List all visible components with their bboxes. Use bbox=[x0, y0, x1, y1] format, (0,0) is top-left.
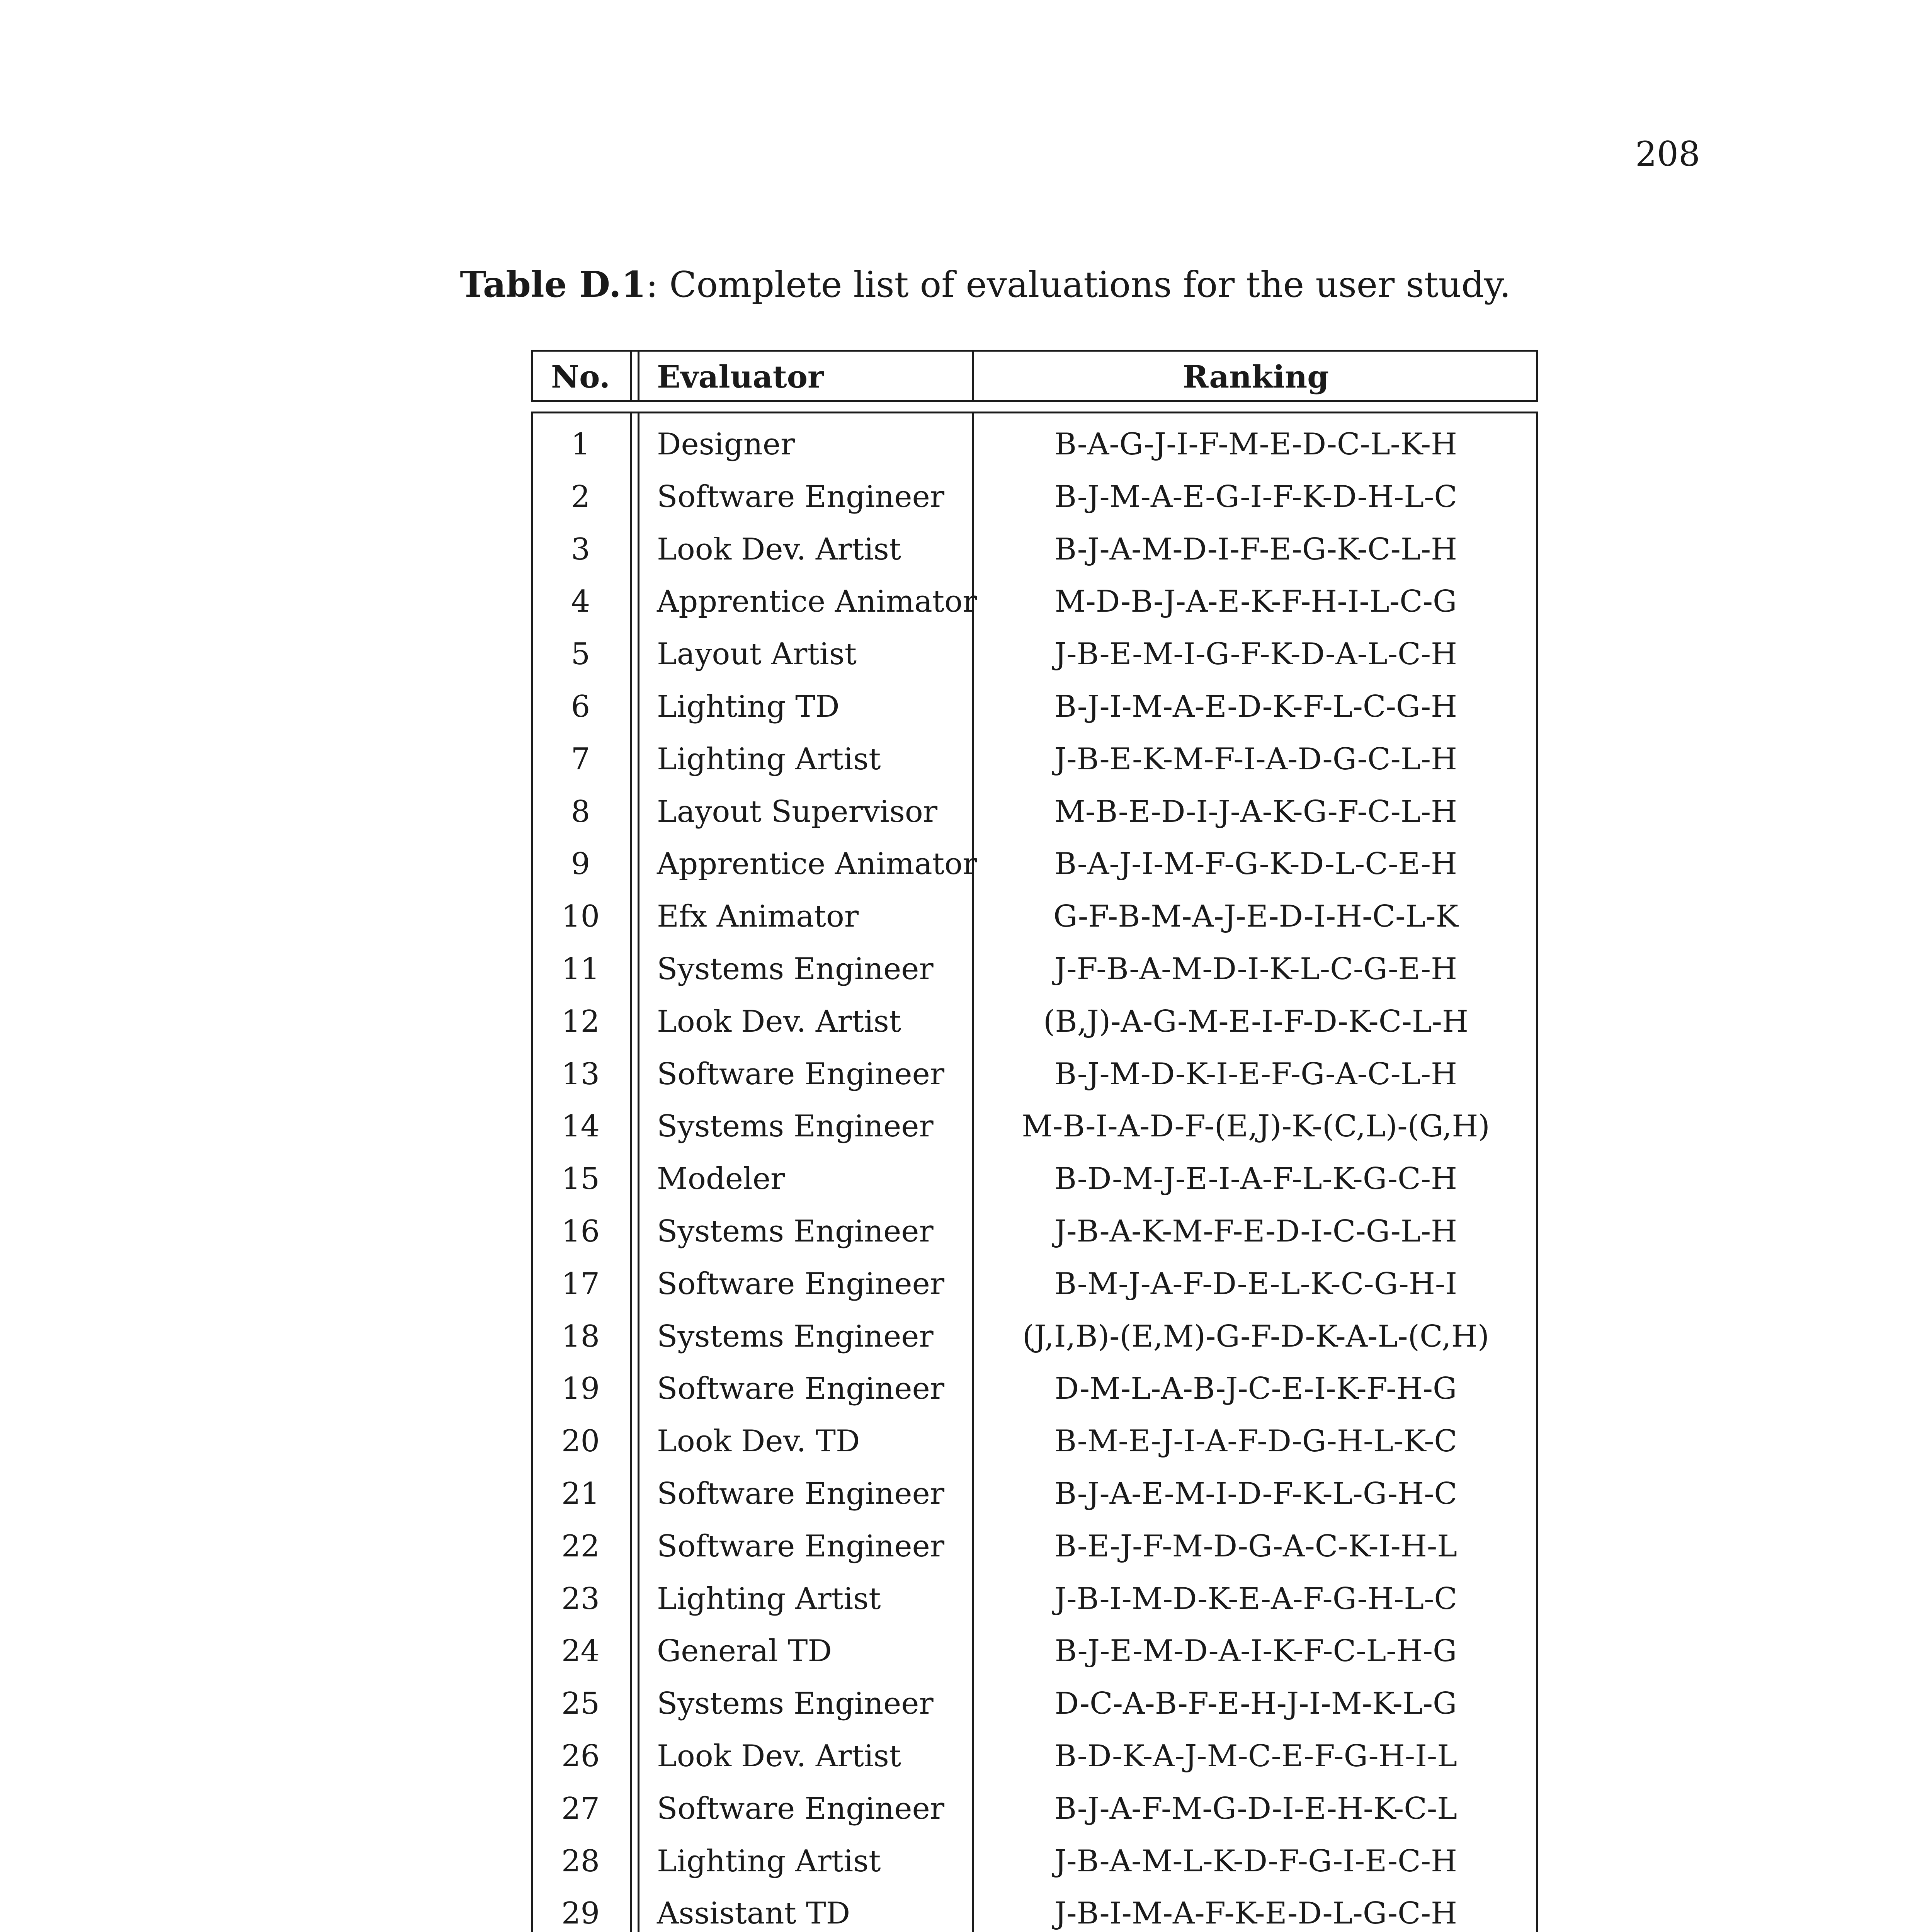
row-number: 7 bbox=[571, 742, 590, 777]
table-row bbox=[531, 1520, 1538, 1573]
row-ranking: D-M-L-A-B-J-C-E-I-K-F-H-G bbox=[1054, 1371, 1457, 1406]
row-number: 17 bbox=[561, 1266, 600, 1301]
row-evaluator: Software Engineer bbox=[657, 479, 945, 514]
row-ranking: B-E-J-F-M-D-G-A-C-K-I-H-L bbox=[1054, 1529, 1458, 1564]
row-ranking: B-A-J-I-M-F-G-K-D-L-C-E-H bbox=[1054, 847, 1458, 882]
row-ranking: B-A-G-J-I-F-M-E-D-C-L-K-H bbox=[1054, 427, 1458, 462]
table-row bbox=[531, 838, 1538, 890]
row-ranking: B-J-M-A-E-G-I-F-K-D-H-L-C bbox=[1054, 479, 1458, 514]
table-row bbox=[531, 1678, 1538, 1730]
table-row bbox=[531, 1468, 1538, 1520]
header-ranking: Ranking bbox=[1182, 359, 1329, 395]
row-ranking: M-B-E-D-I-J-A-K-G-F-C-L-H bbox=[1054, 794, 1458, 829]
row-evaluator: Systems Engineer bbox=[657, 1214, 934, 1249]
row-evaluator: Software Engineer bbox=[657, 1371, 945, 1406]
row-ranking: M-D-B-J-A-E-K-F-H-I-L-C-G bbox=[1054, 584, 1457, 619]
row-number: 9 bbox=[571, 847, 590, 882]
row-number: 25 bbox=[561, 1686, 600, 1721]
row-evaluator: General TD bbox=[657, 1634, 832, 1669]
row-ranking: J-B-E-M-I-G-F-K-D-A-L-C-H bbox=[1054, 637, 1458, 672]
row-evaluator: Lighting Artist bbox=[657, 1844, 881, 1879]
table-row bbox=[531, 786, 1538, 838]
table-row bbox=[531, 576, 1538, 628]
table-row bbox=[531, 733, 1538, 786]
table-row bbox=[531, 418, 1538, 471]
table-row bbox=[531, 1206, 1538, 1258]
table-row bbox=[531, 1363, 1538, 1415]
table-row bbox=[531, 1415, 1538, 1468]
row-evaluator: Systems Engineer bbox=[657, 1319, 934, 1354]
row-number: 27 bbox=[561, 1791, 600, 1826]
table-row bbox=[531, 628, 1538, 680]
row-evaluator: Apprentice Animator bbox=[657, 584, 977, 619]
header-no: No. bbox=[551, 359, 610, 395]
table-row bbox=[531, 1258, 1538, 1310]
table-row bbox=[531, 1835, 1538, 1888]
row-ranking: B-J-A-E-M-I-D-F-K-L-G-H-C bbox=[1054, 1476, 1458, 1511]
row-number: 19 bbox=[561, 1371, 600, 1406]
row-ranking: B-D-M-J-E-I-A-F-L-K-G-C-H bbox=[1054, 1162, 1458, 1197]
row-ranking: J-F-B-A-M-D-I-K-L-C-G-E-H bbox=[1054, 952, 1458, 986]
row-evaluator: Systems Engineer bbox=[657, 952, 934, 986]
table-row bbox=[531, 1730, 1538, 1782]
row-number: 10 bbox=[561, 899, 600, 934]
table-row bbox=[531, 1100, 1538, 1153]
row-ranking: G-F-B-M-A-J-E-D-I-H-C-L-K bbox=[1053, 899, 1458, 934]
table-caption bbox=[0, 264, 1932, 305]
row-ranking: B-M-J-A-F-D-E-L-K-C-G-H-I bbox=[1054, 1266, 1458, 1301]
row-evaluator: Look Dev. Artist bbox=[657, 1739, 901, 1774]
row-evaluator: Look Dev. TD bbox=[657, 1424, 860, 1459]
table-row bbox=[531, 943, 1538, 995]
row-evaluator: Lighting Artist bbox=[657, 742, 881, 777]
row-ranking: B-J-A-F-M-G-D-I-E-H-K-C-L bbox=[1054, 1791, 1458, 1826]
row-number: 5 bbox=[571, 637, 590, 672]
row-ranking: J-B-A-M-L-K-D-F-G-I-E-C-H bbox=[1054, 1844, 1458, 1879]
row-number: 11 bbox=[561, 952, 600, 986]
row-evaluator: Modeler bbox=[657, 1162, 785, 1197]
row-number: 26 bbox=[561, 1739, 600, 1774]
table-row bbox=[531, 1625, 1538, 1677]
row-evaluator: Apprentice Animator bbox=[657, 847, 977, 882]
table-row bbox=[531, 891, 1538, 943]
row-number: 3 bbox=[571, 532, 590, 567]
row-ranking: D-C-A-B-F-E-H-J-I-M-K-L-G bbox=[1054, 1686, 1457, 1721]
row-number: 4 bbox=[571, 584, 590, 619]
row-evaluator: Look Dev. Artist bbox=[657, 1004, 901, 1039]
row-ranking: J-B-A-K-M-F-E-D-I-C-G-L-H bbox=[1054, 1214, 1458, 1249]
row-evaluator: Layout Artist bbox=[657, 637, 857, 672]
row-evaluator: Software Engineer bbox=[657, 1791, 945, 1826]
table-row bbox=[531, 471, 1538, 523]
row-number: 29 bbox=[561, 1896, 600, 1931]
header-evaluator: Evaluator bbox=[657, 359, 824, 395]
row-ranking: M-B-I-A-D-F-(E,J)-K-(C,L)-(G,H) bbox=[1022, 1109, 1490, 1144]
row-number: 24 bbox=[561, 1634, 600, 1669]
row-number: 21 bbox=[561, 1476, 600, 1511]
table-row bbox=[531, 1888, 1538, 1932]
row-ranking: B-J-A-M-D-I-F-E-G-K-C-L-H bbox=[1054, 532, 1458, 567]
row-evaluator: Designer bbox=[657, 427, 795, 462]
table-row bbox=[531, 1783, 1538, 1835]
row-ranking: J-B-I-M-D-K-E-A-F-G-H-L-C bbox=[1054, 1581, 1458, 1616]
table-row bbox=[531, 524, 1538, 576]
table-row bbox=[531, 1153, 1538, 1205]
table-row bbox=[531, 1311, 1538, 1363]
row-number: 6 bbox=[571, 689, 590, 724]
row-ranking: (J,I,B)-(E,M)-G-F-D-K-A-L-(C,H) bbox=[1022, 1319, 1490, 1354]
caption-label: Table D.1 bbox=[460, 264, 646, 305]
row-number: 18 bbox=[561, 1319, 600, 1354]
row-number: 12 bbox=[561, 1004, 600, 1039]
row-number: 23 bbox=[561, 1581, 600, 1616]
row-number: 28 bbox=[561, 1844, 600, 1879]
row-evaluator: Lighting TD bbox=[657, 689, 840, 724]
row-ranking: J-B-I-M-A-F-K-E-D-L-G-C-H bbox=[1054, 1896, 1458, 1931]
row-evaluator: Systems Engineer bbox=[657, 1109, 934, 1144]
header-divider-no-left bbox=[630, 350, 632, 402]
table-row bbox=[531, 681, 1538, 733]
row-evaluator: Software Engineer bbox=[657, 1056, 945, 1092]
row-ranking: J-B-E-K-M-F-I-A-D-G-C-L-H bbox=[1054, 742, 1458, 777]
row-number: 15 bbox=[561, 1162, 600, 1197]
row-ranking: (B,J)-A-G-M-E-I-F-D-K-C-L-H bbox=[1043, 1004, 1468, 1039]
table-row bbox=[531, 996, 1538, 1048]
caption-text: : Complete list of evaluations for the user study. bbox=[646, 264, 1511, 305]
row-number: 22 bbox=[561, 1529, 600, 1564]
row-evaluator: Assistant TD bbox=[657, 1896, 850, 1931]
row-evaluator: Software Engineer bbox=[657, 1476, 945, 1511]
row-number: 14 bbox=[561, 1109, 600, 1144]
row-ranking: B-J-E-M-D-A-I-K-F-C-L-H-G bbox=[1054, 1634, 1457, 1669]
row-evaluator: Lighting Artist bbox=[657, 1581, 881, 1616]
table-row bbox=[531, 1048, 1538, 1100]
row-number: 20 bbox=[561, 1424, 600, 1459]
page-number: 208 bbox=[1635, 134, 1700, 174]
row-evaluator: Efx Animator bbox=[657, 899, 859, 934]
row-number: 16 bbox=[561, 1214, 600, 1249]
row-number: 2 bbox=[571, 479, 590, 514]
header-divider-no-right bbox=[638, 350, 639, 402]
row-evaluator: Look Dev. Artist bbox=[657, 532, 901, 567]
row-ranking: B-J-I-M-A-E-D-K-F-L-C-G-H bbox=[1054, 689, 1458, 724]
row-evaluator: Layout Supervisor bbox=[657, 794, 938, 829]
row-number: 13 bbox=[561, 1056, 600, 1092]
row-number: 1 bbox=[571, 427, 590, 462]
row-evaluator: Software Engineer bbox=[657, 1529, 945, 1564]
row-ranking: B-D-K-A-J-M-C-E-F-G-H-I-L bbox=[1054, 1739, 1458, 1774]
row-number: 8 bbox=[571, 794, 590, 829]
row-ranking: B-J-M-D-K-I-E-F-G-A-C-L-H bbox=[1054, 1056, 1458, 1092]
row-evaluator: Software Engineer bbox=[657, 1266, 945, 1301]
row-evaluator: Systems Engineer bbox=[657, 1686, 934, 1721]
row-ranking: B-M-E-J-I-A-F-D-G-H-L-K-C bbox=[1054, 1424, 1458, 1459]
table-row bbox=[531, 1573, 1538, 1625]
